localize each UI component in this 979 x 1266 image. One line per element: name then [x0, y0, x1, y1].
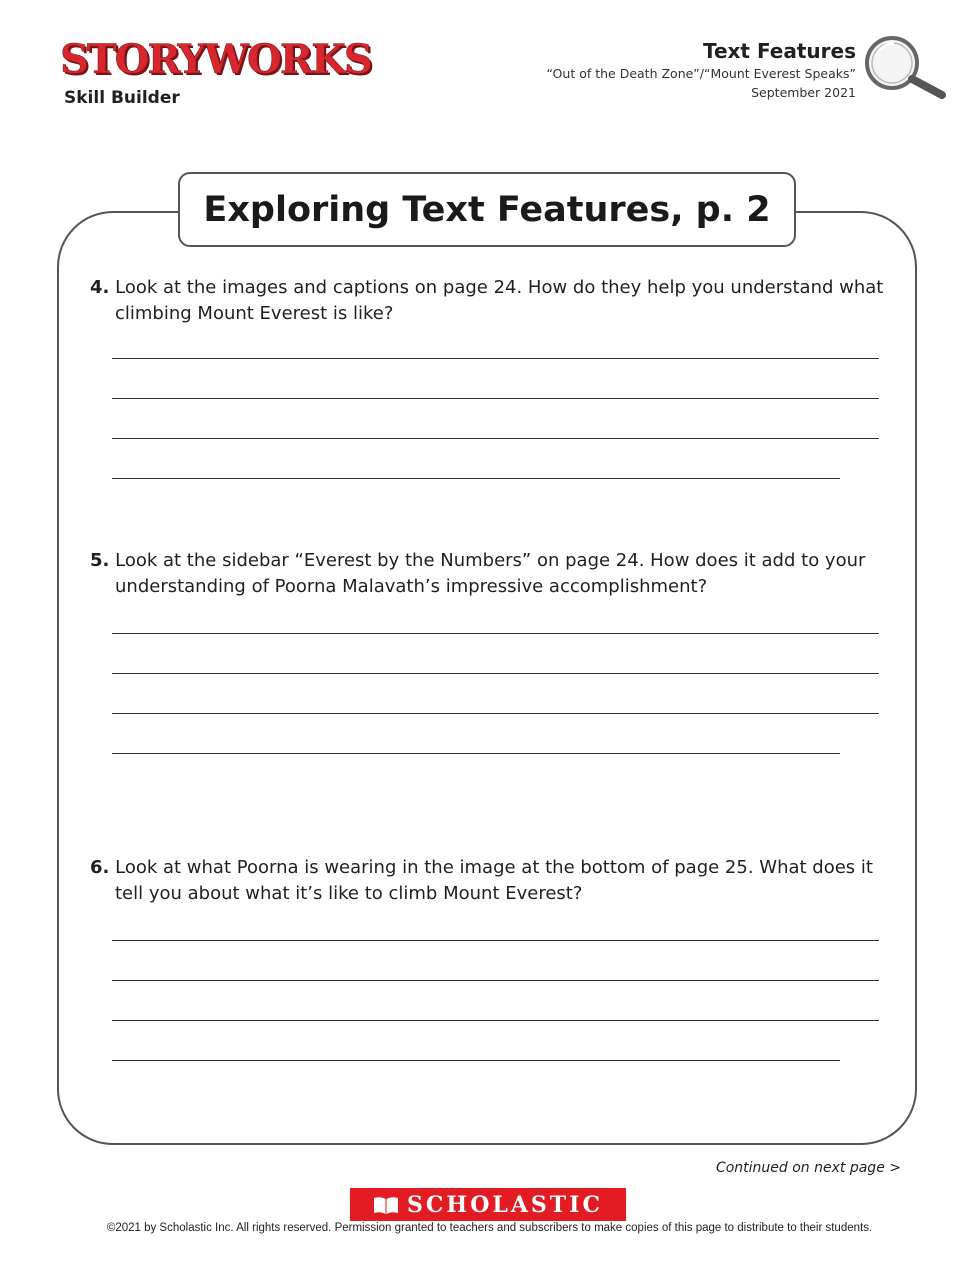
continued-note: Continued on next page >	[715, 1160, 901, 1176]
answer-line[interactable]	[112, 980, 879, 981]
question-text: Look at the images and captions on page 24. How do they help you understand what climbing Mount Everest is like?	[115, 277, 884, 324]
answer-line[interactable]	[112, 753, 840, 754]
worksheet-panel	[57, 211, 917, 1145]
book-icon	[373, 1195, 399, 1215]
question-6	[90, 855, 895, 907]
answer-line[interactable]	[112, 673, 879, 674]
question-text: Look at the sidebar “Everest by the Numbers” on page 24. How does it add to your understanding of Poorna Malavath’s impressive accomplishment?	[115, 550, 866, 597]
answer-line[interactable]	[112, 1020, 879, 1021]
scholastic-logo	[350, 1188, 626, 1221]
worksheet-title: Exploring Text Features, p. 2	[178, 172, 796, 247]
scholastic-wordmark: SCHOLASTIC	[407, 1191, 603, 1218]
question-number: 5.	[90, 550, 110, 571]
answer-line[interactable]	[112, 1060, 840, 1061]
answer-line[interactable]	[112, 633, 879, 634]
issue-date: September 2021	[751, 85, 856, 100]
question-5	[90, 548, 895, 600]
question-text: Look at what Poorna is wearing in the image at the bottom of page 25. What does it tell you about what it’s like to climb Mount Everest?	[115, 857, 873, 904]
question-4	[90, 275, 895, 327]
answer-line[interactable]	[112, 478, 840, 479]
answer-line[interactable]	[112, 713, 879, 714]
question-number: 4.	[90, 277, 110, 298]
answer-line[interactable]	[112, 358, 879, 359]
answer-line[interactable]	[112, 398, 879, 399]
skill-builder-label: Skill Builder	[64, 88, 180, 108]
answer-line[interactable]	[112, 438, 879, 439]
article-titles: “Out of the Death Zone”/“Mount Everest Speaks”	[546, 66, 856, 81]
answer-line[interactable]	[112, 940, 879, 941]
header-info	[547, 38, 856, 102]
question-number: 6.	[90, 857, 110, 878]
skill-title: Text Features	[702, 39, 856, 63]
magnifying-glass-icon	[862, 34, 950, 100]
copyright-notice: ©2021 by Scholastic Inc. All rights reserved. Permission granted to teachers and subscribers to make copies of this page to distribute to their students.	[106, 1222, 873, 1234]
storyworks-logo: STORYWORKS	[60, 36, 371, 83]
